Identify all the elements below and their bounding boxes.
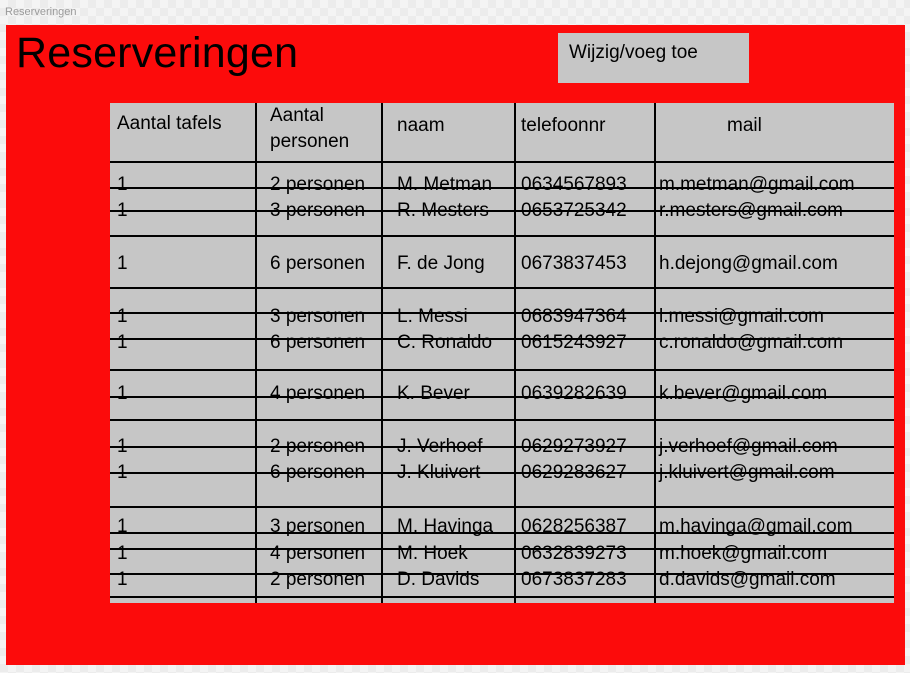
cell-name: J. Kluivert xyxy=(397,462,481,483)
cell-tables: 1 xyxy=(117,569,128,590)
cell-tables: 1 xyxy=(117,383,128,404)
cell-persons: 4 personen xyxy=(270,383,366,404)
edit-add-button[interactable]: Wijzig/voeg toe xyxy=(558,33,749,83)
cell-mail: h.dejong@gmail.com xyxy=(659,253,838,274)
cell-mail: r.mesters@gmail.com xyxy=(659,200,843,221)
cell-phone: 0615243927 xyxy=(521,332,627,353)
cell-tables: 1 xyxy=(117,462,128,483)
cell-name: D. Davids xyxy=(397,569,480,590)
cell-tables: 1 xyxy=(117,174,128,195)
cell-tables: 1 xyxy=(117,306,128,327)
column-divider xyxy=(255,103,257,603)
cell-name: C. Ronaldo xyxy=(397,332,493,353)
cell-mail: j.kluivert@gmail.com xyxy=(659,462,835,483)
cell-mail: c.ronaldo@gmail.com xyxy=(659,332,844,353)
column-divider xyxy=(381,103,383,603)
cell-name: K. Bever xyxy=(397,383,470,404)
window-title: Reserveringen xyxy=(5,6,77,18)
row-divider xyxy=(110,419,894,421)
cell-persons: 2 personen xyxy=(270,174,366,195)
row-divider xyxy=(110,596,894,598)
header-mail: mail xyxy=(727,115,762,136)
header-name: naam xyxy=(397,115,445,136)
cell-mail: j.verhoef@gmail.com xyxy=(659,436,838,457)
reservations-table xyxy=(110,103,894,603)
reservations-page xyxy=(6,25,905,665)
cell-mail: m.metman@gmail.com xyxy=(659,174,855,195)
row-divider xyxy=(110,161,894,163)
cell-persons: 2 personen xyxy=(270,436,366,457)
cell-persons: 6 personen xyxy=(270,462,366,483)
cell-mail: m.havinga@gmail.com xyxy=(659,516,853,537)
cell-phone: 0653725342 xyxy=(521,200,627,221)
cell-phone: 0634567893 xyxy=(521,174,627,195)
cell-mail: k.bever@gmail.com xyxy=(659,383,828,404)
cell-persons: 3 personen xyxy=(270,306,366,327)
cell-tables: 1 xyxy=(117,543,128,564)
cell-phone: 0628256387 xyxy=(521,516,627,537)
cell-persons: 3 personen xyxy=(270,516,366,537)
cell-name: F. de Jong xyxy=(397,253,485,274)
row-divider xyxy=(110,235,894,237)
cell-phone: 0673837453 xyxy=(521,253,627,274)
cell-name: J. Verhoef xyxy=(397,436,483,457)
cell-phone: 0629273927 xyxy=(521,436,627,457)
header-persons-line2: personen xyxy=(270,131,350,152)
cell-tables: 1 xyxy=(117,200,128,221)
cell-persons: 6 personen xyxy=(270,332,366,353)
column-divider xyxy=(654,103,656,603)
cell-phone: 0629283627 xyxy=(521,462,627,483)
cell-persons: 6 personen xyxy=(270,253,366,274)
page-title: Reserveringen xyxy=(16,29,299,77)
cell-mail: l.messi@gmail.com xyxy=(659,306,824,327)
cell-persons: 2 personen xyxy=(270,569,366,590)
cell-name: M. Havinga xyxy=(397,516,494,537)
cell-phone: 0673837283 xyxy=(521,569,627,590)
cell-persons: 3 personen xyxy=(270,200,366,221)
cell-phone: 0632839273 xyxy=(521,543,627,564)
cell-phone: 0639282639 xyxy=(521,383,627,404)
header-tables: Aantal tafels xyxy=(117,113,222,134)
row-divider xyxy=(110,506,894,508)
cell-name: R. Mesters xyxy=(397,200,489,221)
row-divider xyxy=(110,287,894,289)
cell-name: M. Hoek xyxy=(397,543,468,564)
row-divider xyxy=(110,369,894,371)
cell-tables: 1 xyxy=(117,436,128,457)
column-divider xyxy=(514,103,516,603)
cell-tables: 1 xyxy=(117,332,128,353)
cell-name: L. Messi xyxy=(397,306,468,327)
cell-tables: 1 xyxy=(117,516,128,537)
cell-name: M. Metman xyxy=(397,174,493,195)
header-persons-line1: Aantal xyxy=(270,105,324,126)
cell-persons: 4 personen xyxy=(270,543,366,564)
header-phone: telefoonnr xyxy=(521,115,606,136)
cell-mail: m.hoek@gmail.com xyxy=(659,543,828,564)
cell-tables: 1 xyxy=(117,253,128,274)
cell-phone: 0683947364 xyxy=(521,306,627,327)
cell-mail: d.davids@gmail.com xyxy=(659,569,836,590)
